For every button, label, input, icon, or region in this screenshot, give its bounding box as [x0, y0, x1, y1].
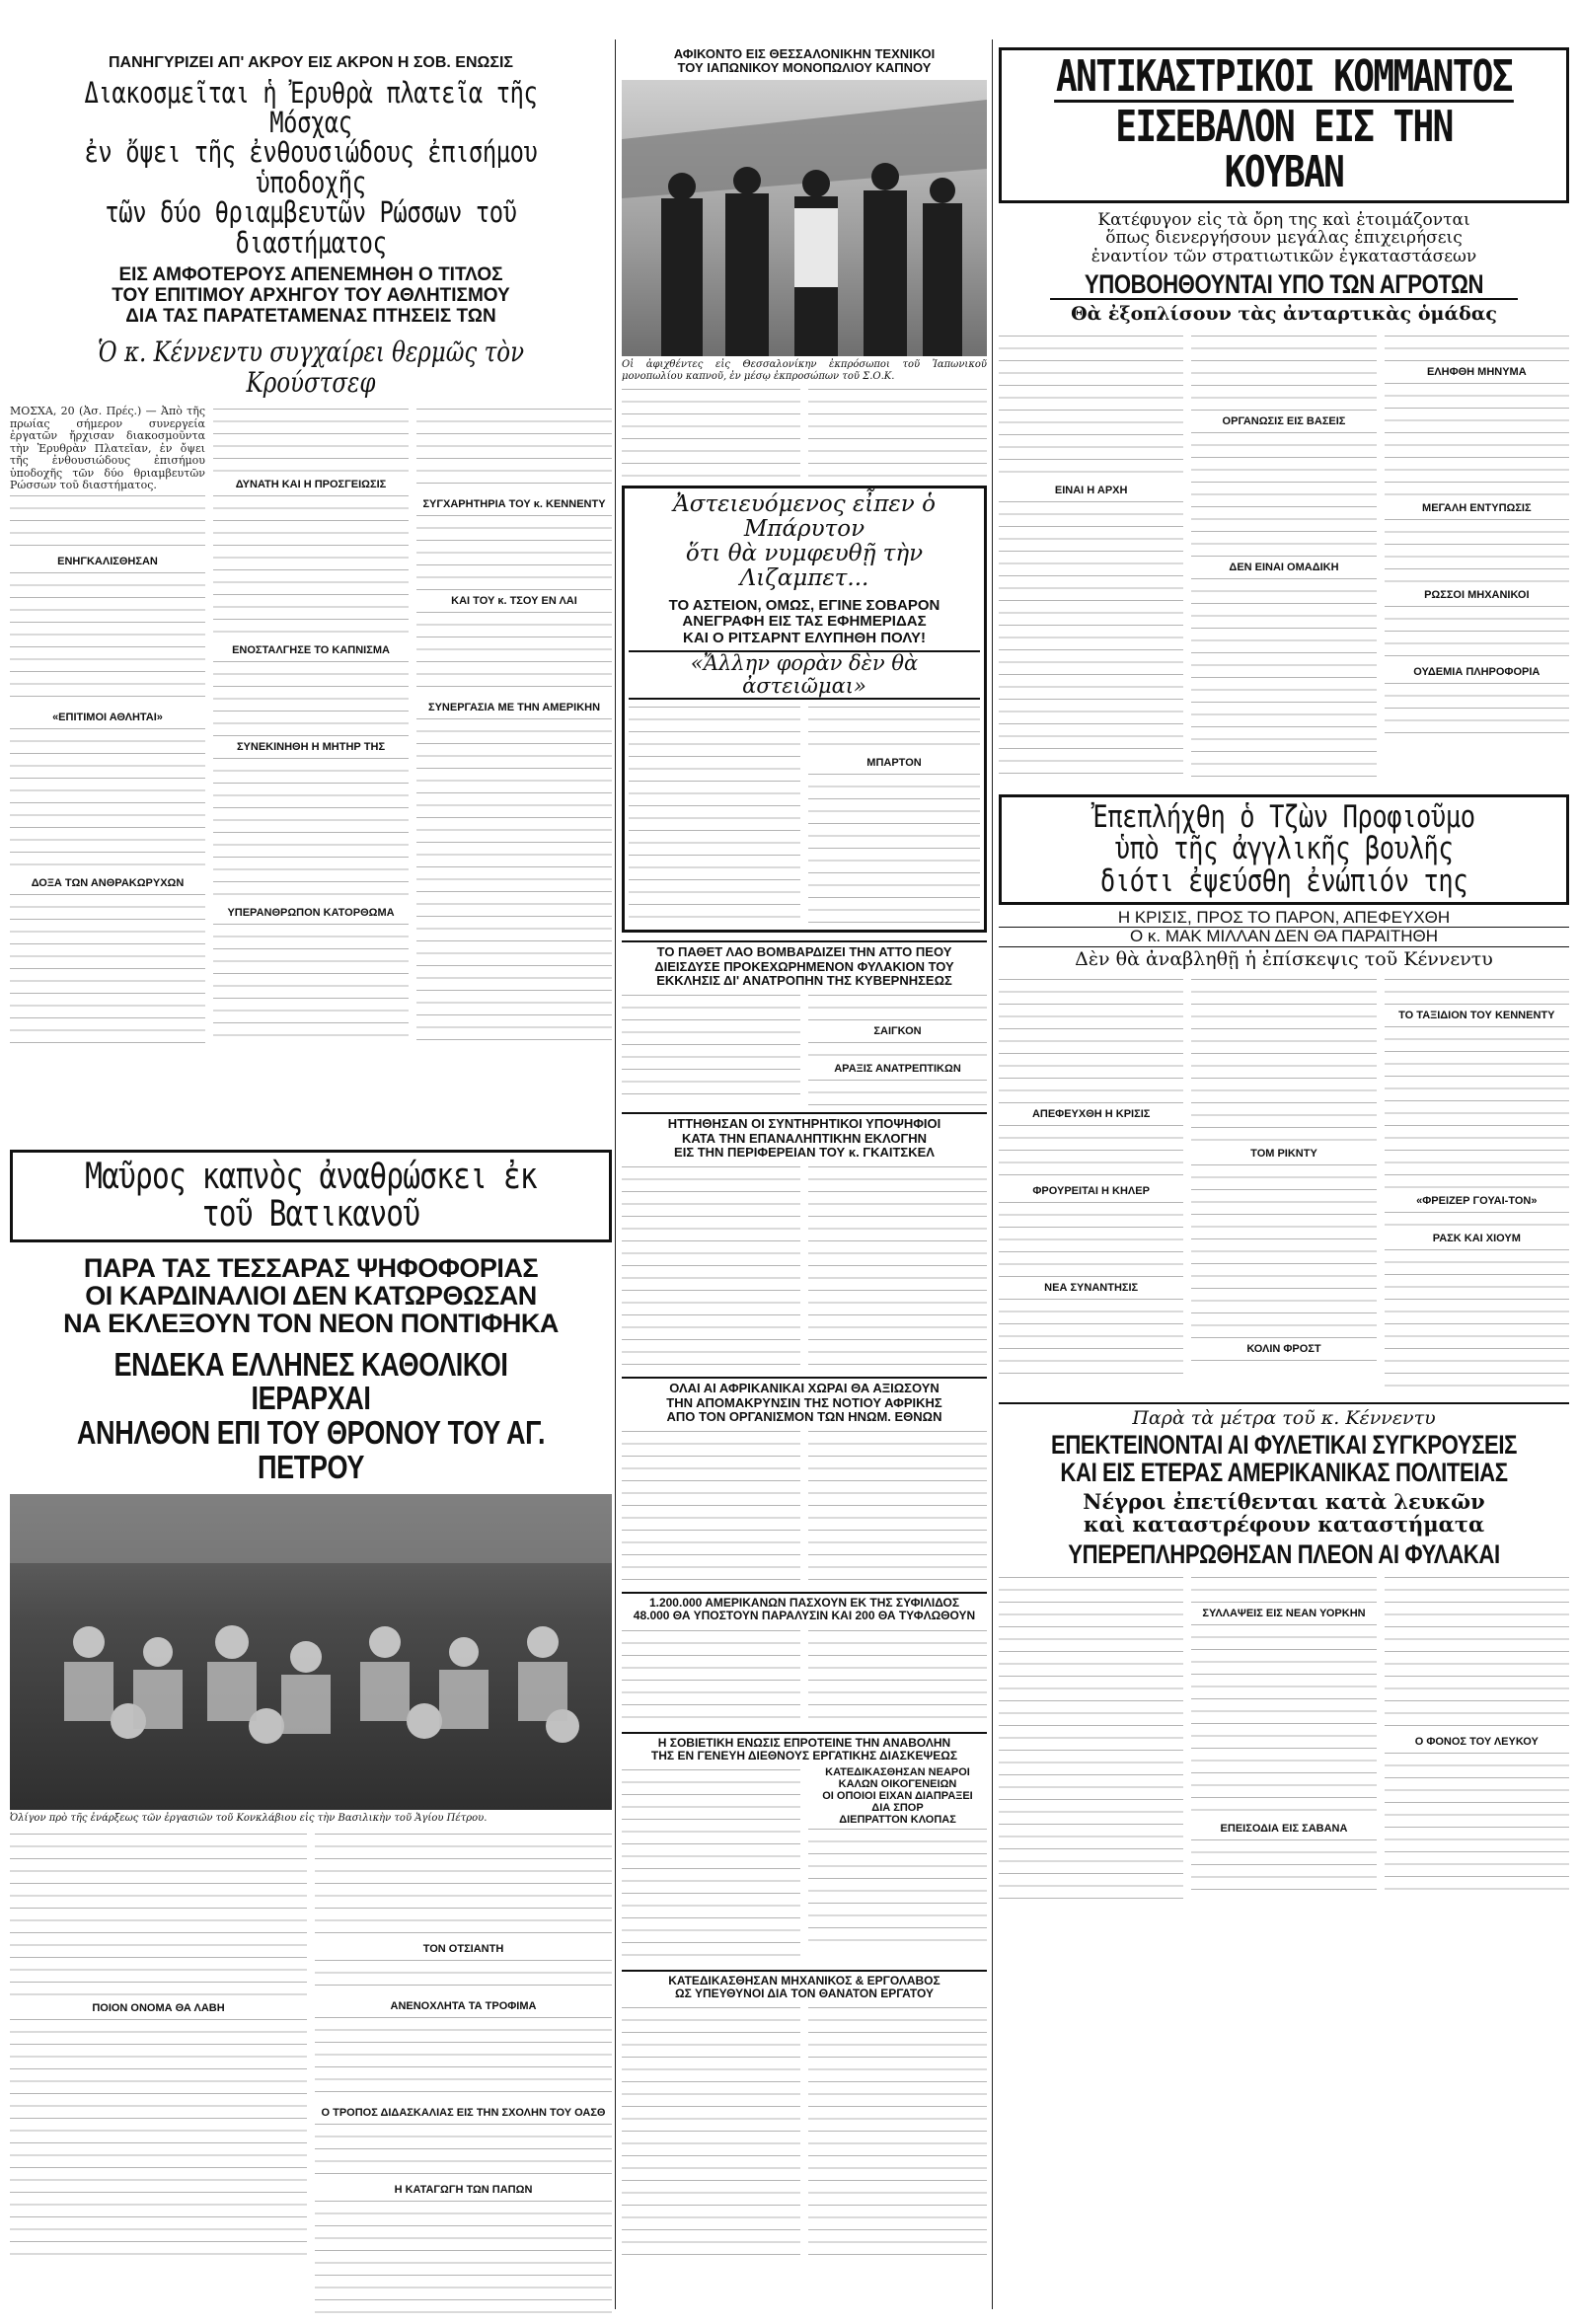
- cuba-subhead-beginning: ΕΙΝΑΙ Η ΑΡΧΗ: [1054, 484, 1128, 496]
- syphilis-head-2: 48.000 ΘΑ ΥΠΟΣΤΟΥΝ ΠΑΡΑΛΥΣΙΝ ΚΑΙ 200 ΘΑ ΤΥΦΛΩΘΟΥΝ: [633, 1609, 976, 1623]
- gaitskell-head-3: ΕΙΣ ΤΗΝ ΠΕΡΙΦΕΡΕΙΑΝ ΤΟΥ κ. ΓΚΑΙΤΣΚΕΛ: [674, 1144, 935, 1160]
- race-deck-1: Νέγροι ἐπετίθενται κατὰ λευκῶν: [1083, 1489, 1485, 1515]
- africa-head-1: ΟΛΑΙ ΑΙ ΑΦΡΙΚΑΝΙΚΑΙ ΧΩΡΑΙ ΘΑ ΑΞΙΩΣΟΥΝ: [669, 1381, 940, 1396]
- profumo-subhead-trip: ΤΟ ΤΑΞΙΔΙΟΝ ΤΟΥ ΚΕΝΝΕΝΤΥ: [1398, 1009, 1555, 1021]
- vatican-subhead-2: ΟΙ ΚΑΡΔΙΝΑΛΙΟΙ ΔΕΝ ΚΑΤΩΡΘΩΣΑΝ: [85, 1280, 537, 1311]
- race-head-prisons: ΥΠΕΡΕΠΛΗΡΩΘΗΣΑΝ ΠΛΕΟΝ ΑΙ ΦΥΛΑΚΑΙ: [1068, 1538, 1500, 1569]
- vatican-subhead-name: ΠΟΙΟΝ ΟΝΟΜΑ ΘΑ ΛΑΒΗ: [92, 2002, 225, 2015]
- space-subhead-1: ΕΙΣ ΑΜΦΟΤΕΡΟΥΣ ΑΠΕΝΕΜΗΘΗ Ο ΤΙΤΛΟΣ: [118, 264, 503, 286]
- space-kicker: ΠΑΝΗΓΥΡΙΖΕΙ ΑΠ' ΑΚΡΟΥ ΕΙΣ ΑΚΡΟΝ Η ΣΟΒ. ΕΝΩΣΙΣ: [108, 54, 514, 71]
- profumo-subhead-frost: ΚΟΛΙΝ ΦΡΟΣΤ: [1246, 1342, 1321, 1355]
- laos-head-3: ΕΚΚΛΗΣΙΣ ΔΙ' ΑΝΑΤΡΟΠΗΝ ΤΗΣ ΚΥΒΕΡΝΗΣΕΩΣ: [656, 973, 952, 989]
- middle-column: [622, 47, 987, 2317]
- cuba-head-2: ΕΙΣΕΒΑΛΟΝ ΕΙΣ ΤΗΝ ΚΟΥΒΑΝ: [1054, 100, 1514, 195]
- space-subhead-miners: ΔΟΞΑ ΤΩΝ ΑΝΘΡΑΚΩΡΥΧΩΝ: [31, 876, 185, 889]
- cardinals-photo: [10, 1494, 612, 1810]
- cuba-subhead-not-mass: ΔΕΝ ΕΙΝΑΙ ΟΜΑΔΙΚΗ: [1229, 561, 1339, 573]
- laos-head-1: ΤΟ ΠΑΘΕΤ ΛΑΟ ΒΟΜΒΑΡΔΙΖΕΙ ΤΗΝ ΑΤΤΟ ΠΕΟΥ: [656, 944, 952, 960]
- vatican-subhead-3: ΝΑ ΕΚΛΕΞΟΥΝ ΤΟΝ ΝΕΟΝ ΠΟΝΤΙΦΗΚΑ: [63, 1309, 559, 1339]
- space-subhead-embraced: ΕΝΗΓΚΑΛΙΣΘΗΣΑΝ: [57, 555, 158, 567]
- space-lead: ΜΟΣΧΑ, 20 (Ἀσ. Πρές.) — Ἀπὸ τῆς πρωίας σήμερον συνεργεία ἐργατῶν ἤρχισαν διακοσμοῦντα τὴν Ἐρυθρὰν Πλατεῖαν, ἐν ὄψει τῆς ἐνθουσιώδους ἐπισήμου ὑποδοχῆς τῶν δύο θριαμβευτῶν Ρώσσων τοῦ διαστήματος.: [10, 405, 205, 492]
- race-head-2: ΚΑΙ ΕΙΣ ΕΤΕΡΑΣ ΑΜΕΡΙΚΑΝΙΚΑΣ ΠΟΛΙΤΕΙΑΣ: [1060, 1458, 1508, 1487]
- princess-sub-1: ΤΟ ΑΣΤΕΙΟΝ, ΟΜΩΣ, ΕΓΙΝΕ ΣΟΒΑΡΟΝ: [668, 596, 940, 614]
- japan-technicians-photo: [622, 80, 987, 356]
- princess-quote: «Ἄλλην φορὰν δὲν θὰ ἀστειῶμαι»: [629, 650, 980, 700]
- profumo-head-3: διότι ἐψεύσθη ἐνώπιόν της: [1099, 862, 1468, 899]
- soviet-ilo-head-2: ΤΗΣ ΕΝ ΓΕΝΕΥΗ ΔΙΕΘΝΟΥΣ ΕΡΓΑΤΙΚΗΣ ΔΙΑΣΚΕΨΕΩΣ: [650, 1748, 958, 1762]
- space-headline-3: τῶν δύο θριαμβευτῶν Ρώσσων τοῦ διαστήματος: [105, 195, 517, 260]
- space-story: [10, 54, 612, 1150]
- cuba-subhead-bases: ΟΡΓΑΝΩΣΙΣ ΕΙΣ ΒΑΣΕΙΣ: [1222, 414, 1346, 427]
- profumo-subhead-rusk: ΡΑΣΚ ΚΑΙ ΧΙΟΥΜ: [1432, 1232, 1521, 1244]
- vatican-subhead-1: ΠΑΡΑ ΤΑΣ ΤΕΣΣΑΡΑΣ ΨΗΦΟΦΟΡΙΑΣ: [83, 1252, 539, 1283]
- gaitskell-head-2: ΚΑΤΑ ΤΗΝ ΕΠΑΝΑΛΗΠΤΙΚΗΝ ΕΚΛΟΓΗΝ: [681, 1130, 928, 1146]
- space-subhead-cooperation: ΣΥΝΕΡΓΑΣΙΑ ΜΕ ΤΗΝ ΑΜΕΡΙΚΗΝ: [427, 702, 601, 714]
- profumo-deck-2: Ο κ. ΜΑΚ ΜΙΛΛΑΝ ΔΕΝ ΘΑ ΠΑΡΑΙΤΗΘΗ: [999, 928, 1569, 947]
- race-deck-2: καὶ καταστρέφουν καταστήματα: [1083, 1512, 1485, 1537]
- kennedy-congratulates-head: Ὁ κ. Κέννεντυ συγχαίρει θερμῶς τὸν Κρούστσεφ: [97, 335, 525, 399]
- space-headline-2: ἐν ὄψει τῆς ἐνθουσιώδους ἐπισήμου ὑποδοχῆς: [84, 135, 538, 199]
- right-column: [999, 47, 1569, 2317]
- mechanic-head-1: ΚΑΤΕΔΙΚΑΣΘΗΣΑΝ ΜΗΧΑΝΙΚΟΣ & ΕΡΓΟΛΑΒΟΣ: [668, 1973, 940, 1987]
- column-rule-left: [615, 39, 616, 2309]
- cuba-head-box: [999, 47, 1569, 203]
- vatican-subhead-4: ΕΝΔΕΚΑ ΕΛΛΗΝΕΣ ΚΑΘΟΛΙΚΟΙ ΙΕΡΑΡΧΑΙ: [113, 1345, 508, 1417]
- cuba-subhead-impression: ΜΕΓΑΛΗ ΕΝΤΥΠΩΣΙΣ: [1422, 501, 1532, 514]
- profumo-subhead-keeler: ΦΡΟΥΡΕΙΤΑΙ Η ΚΗΛΕΡ: [1032, 1184, 1150, 1197]
- profumo-deck-visit: Δὲν θὰ ἀναβληθῇ ἡ ἐπίσκεψις τοῦ Κέννεντυ: [1075, 947, 1493, 970]
- youths-head-5: ΔΙΕΠΡΑΤΤΟΝ ΚΛΟΠΑΣ: [839, 1814, 956, 1827]
- cuba-head-1: ΑΝΤΙΚΑΣΤΡΙΚΟΙ ΚΟΜΜΑΝΤΟΣ: [1056, 51, 1512, 102]
- race-subhead-new-york: ΣΥΛΛΑΨΕΙΣ ΕΙΣ ΝΕΑΝ ΥΟΡΚΗΝ: [1202, 1607, 1366, 1619]
- race-subhead-murder: Ο ΦΟΝΟΣ ΤΟΥ ΛΕΥΚΟΥ: [1414, 1735, 1539, 1748]
- vatican-banner: Μαῦρος καπνὸς ἀναθρώσκει ἐκ τοῦ Βατικανοῦ: [85, 1157, 537, 1235]
- vatican-subhead-school: Ο ΤΡΟΠΟΣ ΔΙΔΑΣΚΑΛΙΑΣ ΕΙΣ ΤΗΝ ΣΧΟΛΗΝ ΤΟΥ ΟΑΣΘ: [321, 2107, 606, 2120]
- cuba-deck-1: Κατέφυγον εἰς τὰ ὄρη της καὶ ἑτοιμάζονται: [1097, 209, 1470, 230]
- gaitskell-head-1: ΗΤΤΗΘΗΣΑΝ ΟΙ ΣΥΝΤΗΡΗΤΙΚΟΙ ΥΠΟΨΗΦΙΟΙ: [667, 1116, 941, 1132]
- vatican-subhead-5: ΑΝΗΛΘΟΝ ΕΠΙ ΤΟΥ ΘΡΟΝΟΥ ΤΟΥ ΑΓ. ΠΕΤΡΟΥ: [76, 1413, 546, 1485]
- vatican-banner-box: [10, 1150, 612, 1242]
- princess-story-box: [622, 486, 987, 934]
- race-subhead-savannah: ΕΠΕΙΣΟΔΙΑ ΕΙΣ ΣΑΒΑΝΑ: [1220, 1822, 1348, 1835]
- profumo-head-1: Ἐπεπλήχθη ὁ Τζὼν Προφιοῦμο: [1092, 798, 1475, 835]
- laos-subhead-arrest: ΑΡΑΞΙΣ ΑΝΑΤΡΕΠΤΙΚΩΝ: [834, 1063, 961, 1076]
- space-subhead-kennedy-telegram: ΣΥΓΧΑΡΗΤΗΡΙΑ ΤΟΥ κ. ΚΕΝΝΕΝΤΥ: [422, 498, 606, 511]
- space-subhead-athletes: «ΕΠΙΤΙΜΟΙ ΑΘΛΗΤΑΙ»: [52, 711, 163, 723]
- profumo-deck-1: Η ΚΡΙΣΙΣ, ΠΡΟΣ ΤΟ ΠΑΡΟΝ, ΑΠΕΦΕΥΧΘΗ: [999, 909, 1569, 929]
- syphilis-head-1: 1.200.000 ΑΜΕΡΙΚΑΝΩΝ ΠΑΣΧΟΥΝ ΕΚ ΤΗΣ ΣΥΦΙΛΙΔΟΣ: [648, 1596, 960, 1611]
- japan-headline-1: ΑΦΙΚΟΝΤΟ ΕΙΣ ΘΕΣΣΑΛΟΝΙΚΗΝ ΤΕΧΝΙΚΟΙ: [673, 47, 936, 61]
- space-subhead-landing: ΔΥΝΑΤΗ ΚΑΙ Η ΠΡΟΣΓΕΙΩΣΙΣ: [235, 479, 387, 491]
- profumo-head-2: ὑπὸ τῆς ἀγγλικῆς βουλῆς: [1114, 831, 1454, 867]
- cuba-subhead-engineers: ΡΩΣΣΟΙ ΜΗΧΑΝΙΚΟΙ: [1424, 588, 1530, 601]
- youths-head-3: ΟΙ ΟΠΟΙΟΙ ΕΙΧΑΝ ΔΙΑΠΡΑΞΕΙ: [822, 1790, 973, 1803]
- princess-subhead-marton: ΜΠΑΡΤΟΝ: [866, 757, 922, 770]
- profumo-subhead-meeting: ΝΕΑ ΣΥΝΑΝΤΗΣΙΣ: [1044, 1281, 1139, 1294]
- africa-head-2: ΤΗΝ ΑΠΟΜΑΚΡΥΝΣΙΝ ΤΗΣ ΝΟΤΙΟΥ ΑΦΡΙΚΗΣ: [666, 1394, 942, 1410]
- japan-headline-2: ΤΟΥ ΙΑΠΩΝΙΚΟΥ ΜΟΝΟΠΩΛΙΟΥ ΚΑΠΝΟΥ: [677, 60, 932, 76]
- soviet-ilo-head-1: Η ΣΟΒΙΕΤΙΚΗ ΕΝΩΣΙΣ ΕΠΡΟΤΕΙΝΕ ΤΗΝ ΑΝΑΒΟΛΗΝ: [657, 1735, 951, 1750]
- space-subhead-3: ΔΙΑ ΤΑΣ ΠΑΡΑΤΕΤΑΜΕΝΑΣ ΠΤΗΣΕΙΣ ΤΩΝ: [125, 306, 496, 327]
- space-subhead-smoking: ΕΝΟΣΤΑΛΓΗΣΕ ΤΟ ΚΑΠΝΙΣΜΑ: [232, 644, 390, 657]
- profumo-subhead-rickett: ΤΟΜ ΡΙΚΝΤΥ: [1250, 1147, 1317, 1160]
- mechanic-head-2: ΩΣ ΥΠΕΥΘΥΝΟΙ ΔΙΑ ΤΟΝ ΘΑΝΑΤΟΝ ΕΡΓΑΤΟΥ: [675, 1987, 934, 2001]
- princess-sub-2: ΑΝΕΓΡΑΦΗ ΕΙΣ ΤΑΣ ΕΦΗΜΕΡΙΔΑΣ: [682, 613, 927, 631]
- space-subhead-achievement: ΥΠΕΡΑΝΘΡΩΠΟΝ ΚΑΤΟΡΘΩΜΑ: [227, 907, 395, 920]
- japan-photo-caption: Οἱ ἀφιχθέντες εἰς Θεσσαλονίκην ἐκπρόσωποι τοῦ Ἰαπωνικοῦ μονοπωλίου καπνοῦ, ἐν μέσῳ ἐκπροσώπων τοῦ Σ.Ο.Κ.: [622, 358, 987, 382]
- vatican-subhead-origin: Η ΚΑΤΑΓΩΓΗ ΤΩΝ ΠΑΠΩΝ: [394, 2184, 533, 2197]
- youths-head-4: ΔΙΑ ΣΠΟΡ: [871, 1802, 924, 1815]
- race-kicker: Παρὰ τὰ μέτρα τοῦ κ. Κέννεντυ: [1132, 1406, 1436, 1429]
- profumo-subhead-fraser: «ΦΡΕΙΖΕΡ ΓΟΥΑΙ-ΤΟΝ»: [1416, 1194, 1538, 1207]
- profumo-subhead-crisis: ΑΠΕΦΕΥΧΘΗ Η ΚΡΙΣΙΣ: [1031, 1107, 1151, 1120]
- princess-head-1: Ἀστειευόμενος εἶπεν ὁ Μπάρυτον: [673, 490, 936, 542]
- youths-head-2: ΚΑΛΩΝ ΟΙΚΟΓΕΝΕΙΩΝ: [838, 1777, 957, 1790]
- space-subhead-chou: ΚΑΙ ΤΟΥ κ. ΤΣΟΥ ΕΝ ΛΑΙ: [451, 595, 577, 608]
- space-subhead-2: ΤΟΥ ΕΠΙΤΙΜΟΥ ΑΡΧΗΓΟΥ ΤΟΥ ΑΘΛΗΤΙΣΜΟΥ: [112, 285, 510, 307]
- vatican-photo-caption: Ὀλίγον πρὸ τῆς ἐνάρξεως τῶν ἐργασιῶν τοῦ Κονκλάβιου εἰς τὴν Βασιλικὴν τοῦ Ἁγίου Πέτρου.: [10, 1813, 488, 1825]
- laos-subhead-saigon: ΣΑΙΓΚΟΝ: [873, 1025, 922, 1038]
- space-subhead-mother: ΣΥΝΕΚΙΝΗΘΗ Η ΜΗΤΗΡ ΤΗΣ: [236, 741, 386, 754]
- cuba-head-farmers: ΥΠΟΒΟΗΘΟΥΝΤΑΙ ΥΠΟ ΤΩΝ ΑΓΡΟΤΩΝ: [1050, 270, 1518, 300]
- princess-sub-3: ΚΑΙ Ο ΡΙΤΣΑΡΝΤ ΕΛΥΠΗΘΗ ΠΟΛΥ!: [683, 629, 926, 646]
- youths-head-1: ΚΑΤΕΔΙΚΑΣΘΗΣΑΝ ΝΕΑΡΟΙ: [825, 1765, 970, 1778]
- space-headline-1: Διακοσμεῖται ἡ Ἐρυθρὰ πλατεῖα τῆς Μόσχας: [84, 75, 538, 140]
- column-rule-right: [992, 39, 993, 2309]
- cuba-deck-2: ὅπως διενεργήσουν μεγάλας ἐπιχειρήσεις: [1105, 228, 1463, 249]
- africa-head-3: ΑΠΟ ΤΟΝ ΟΡΓΑΝΙΣΜΟΝ ΤΩΝ ΗΝΩΜ. ΕΘΝΩΝ: [666, 1408, 942, 1424]
- profumo-head-box: [999, 794, 1569, 905]
- laos-head-2: ΔΙΕΙΣΔΥΣΕ ΠΡΟΚΕΧΩΡΗΜΕΝΟΝ ΦΥΛΑΚΙΟΝ ΤΟΥ: [654, 958, 954, 974]
- cuba-subhead-no-info: ΟΥΔΕΜΙΑ ΠΛΗΡΟΦΟΡΙΑ: [1413, 665, 1541, 678]
- cuba-deck-3: ἐναντίον τῶν στρατιωτικῶν ἐγκαταστάσεων: [1090, 246, 1477, 266]
- cuba-subhead-message: ΕΛΗΦΘΗ ΜΗΝΥΜΑ: [1426, 365, 1527, 378]
- princess-head-2: ὅτι θὰ νυμφευθῇ τὴν Λιζαμπετ...: [685, 541, 924, 592]
- vatican-subhead-food: ΑΝΕΝΟΧΛΗΤΑ ΤΑ ΤΡΟΦΙΜΑ: [390, 2000, 537, 2013]
- vatican-subhead-otsianti: ΤΟΝ ΟΤΣΙΑΝΤΗ: [422, 1943, 504, 1956]
- race-head-1: ΕΠΕΚΤΕΙΝΟΝΤΑΙ ΑΙ ΦΥΛΕΤΙΚΑΙ ΣΥΓΚΡΟΥΣΕΙΣ: [1050, 1429, 1517, 1460]
- cuba-deck-arm: Θὰ ἐξοπλίσουν τὰς ἀνταρτικὰς ὁμάδας: [1071, 302, 1497, 325]
- vatican-story: [10, 1150, 612, 2314]
